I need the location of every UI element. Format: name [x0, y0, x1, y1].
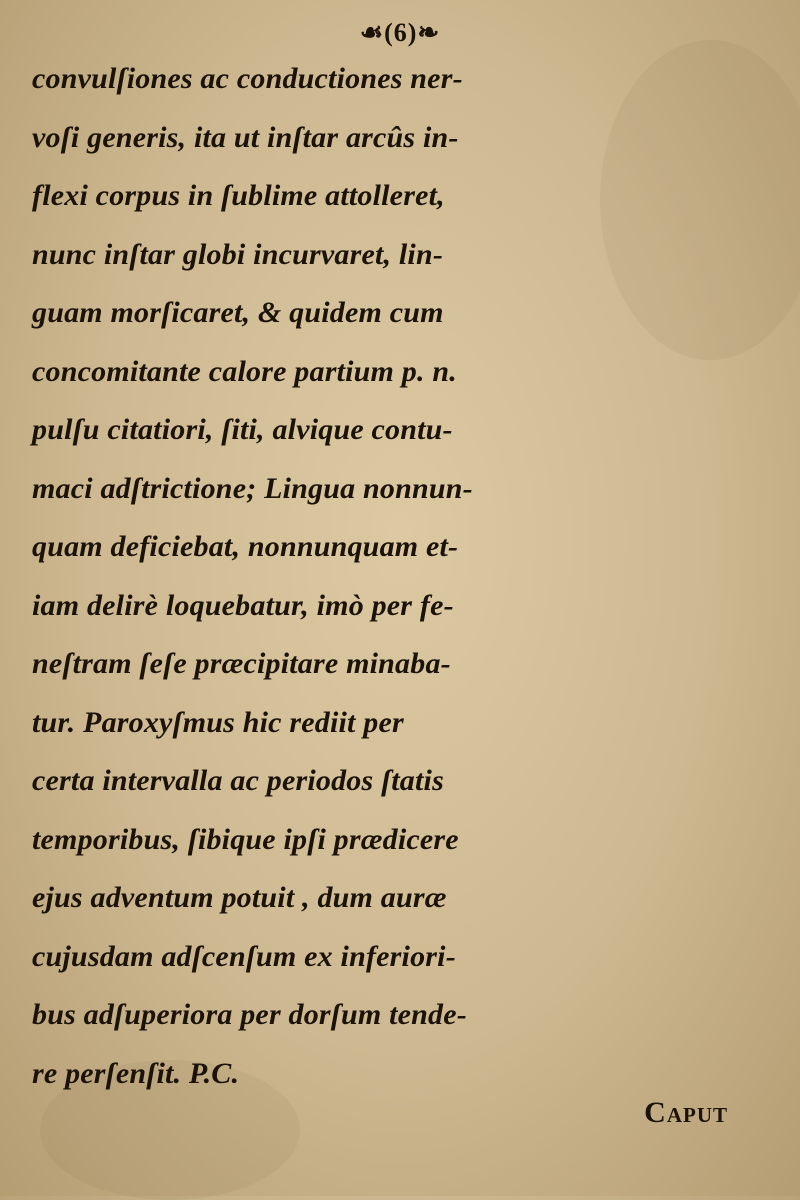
text-line: temporibus, ſibique ipſi prædicere [32, 822, 459, 856]
text-line: pulſu citatiori, ſiti, alvique contu- [32, 413, 453, 446]
text-line: ejus adventum potuit , dum auræ [32, 881, 447, 914]
text-line: bus adſuperiora per dorſum tende- [32, 998, 467, 1031]
text-line: voſi generis, ita ut inſtar arcûs in- [32, 120, 459, 154]
text-line: neſtram ſeſe præcipitare minaba- [32, 647, 451, 680]
text-line: re perſenſit. P.C. [32, 1056, 240, 1090]
text-line: tur. Paroxyſmus hic rediit per [32, 705, 404, 739]
body-text [32, 50, 792, 1103]
text-line: iam delirè loquebatur, imò per fe- [32, 588, 454, 622]
text-line: certa intervalla ac periodos ſtatis [32, 764, 444, 797]
text-line: quam deficiebat, nonnunquam et- [32, 530, 459, 563]
text-line: maci adſtrictione; Lingua nonnun- [32, 471, 473, 505]
page-number-header: ☙(6)❧ [359, 18, 441, 47]
catchword: Caput [644, 1096, 728, 1129]
text-line: flexi corpus in ſublime attolleret, [32, 179, 445, 212]
text-line: cujusdam adſcenſum ex inferiori- [32, 939, 456, 973]
text-line: nunc inſtar globi incurvaret, lin- [32, 237, 444, 271]
text-line: guam morſicaret, & quidem cum [32, 296, 444, 329]
text-line: concomitante calore partium p. n. [32, 354, 457, 388]
text-line: convulſiones ac conductiones ner- [32, 62, 463, 95]
